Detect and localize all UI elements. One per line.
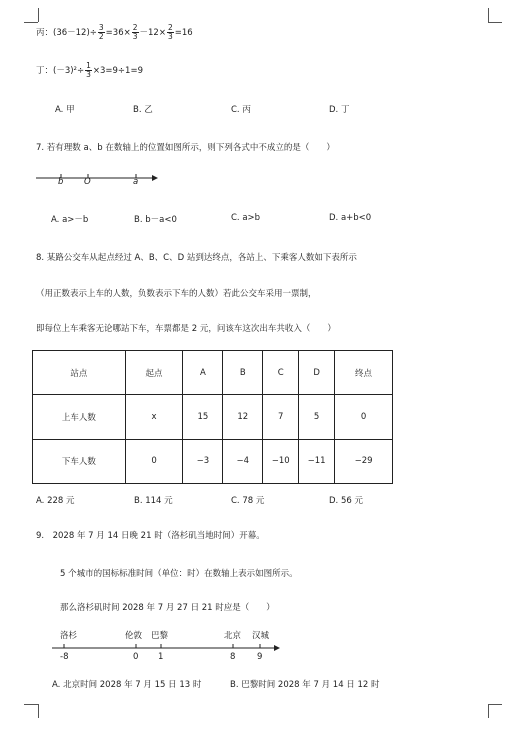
table-cell: 12: [223, 395, 263, 439]
table-cell: 站点: [33, 351, 126, 395]
city-name-london: 伦敦: [125, 631, 143, 641]
q7-number-line: [36, 170, 161, 192]
q7-option-d: D. a+b<0: [329, 213, 372, 223]
crop-mark-bottom-right-v: [488, 704, 489, 718]
table-cell: −10: [263, 439, 299, 483]
fraction-1: $\frac{3}{2}$: [98, 23, 104, 41]
city-name-la: 洛杉: [60, 631, 78, 641]
table-cell: −29: [335, 439, 393, 483]
city-value-london: 0: [133, 652, 139, 662]
q8-line-2: （用正数表示上车的人数，负数表示下车的人数）若此公交车采用一票制，: [36, 289, 317, 299]
city-name-beijing: 北京: [224, 631, 242, 641]
city-value-seoul: 9: [257, 652, 263, 662]
crop-mark-bottom-right-h: [488, 704, 502, 705]
table-cell: x: [125, 395, 183, 439]
q6-option-d: D. 丁: [329, 105, 350, 115]
solution-line-bing: [36, 24, 193, 41]
crop-mark-bottom-left-h: [24, 704, 38, 705]
table-cell: −11: [299, 439, 335, 483]
q6-option-b: B. 乙: [133, 105, 153, 115]
crop-mark-top-left-h: [24, 22, 38, 23]
table-cell: −4: [223, 439, 263, 483]
crop-mark-bottom-left-v: [38, 704, 39, 718]
table-cell: 15: [183, 395, 223, 439]
fraction-4: $\frac{1}{3}$: [86, 61, 91, 79]
q9-line-2: 5 个城市的国标标准时间（单位：时）在数轴上表示如图所示。: [60, 569, 298, 579]
table-cell: C: [263, 351, 299, 395]
table-cell: 下车人数: [33, 439, 126, 483]
q7-option-c: C. a>b: [231, 213, 261, 223]
table-row: [33, 439, 393, 483]
q7-axis-label-origin: O: [84, 177, 91, 187]
fraction-2: $\frac{2}{3}$: [132, 23, 138, 41]
passenger-table: [32, 350, 393, 484]
q8-option-c: C. 78 元: [231, 496, 265, 506]
bing-tail: =16: [174, 28, 193, 38]
q9-line-3: 那么洛杉矶时间 2028 年 7 月 27 日 21 时应是（ ）: [60, 603, 275, 613]
q7-axis-label-b: b: [58, 177, 64, 187]
solution-line-ding: [36, 62, 143, 79]
city-name-paris: 巴黎: [151, 631, 169, 641]
table-cell: 7: [263, 395, 299, 439]
q8-option-b: B. 114 元: [134, 496, 173, 506]
q8-option-a: A. 228 元: [36, 496, 75, 506]
q8-option-d: D. 56 元: [329, 496, 363, 506]
city-value-la: -8: [60, 652, 69, 662]
table-cell: B: [223, 351, 263, 395]
table-cell: 终点: [335, 351, 393, 395]
table-header-row: [33, 351, 393, 395]
ding-prefix: 丁：(－3)²÷: [36, 66, 85, 76]
q6-option-a: A. 甲: [55, 105, 75, 115]
q7-stem: 7. 若有理数 a、b 在数轴上的位置如图所示，则下列各式中不成立的是（ ）: [36, 143, 335, 153]
q7-option-a: A. a>－b: [51, 215, 89, 225]
crop-mark-top-right-h: [488, 22, 502, 23]
crop-mark-top-right-v: [488, 8, 489, 22]
bing-prefix: 丙：(36－12)÷: [36, 28, 97, 38]
table-cell: −3: [183, 439, 223, 483]
ding-tail: ×3=9÷1=9: [92, 66, 143, 76]
fraction-3: $\frac{2}{3}$: [167, 23, 173, 41]
q8-line-3: 即每位上车乘客无论哪站下车，车票都是 2 元，问该车这次出车共收入（ ）: [36, 324, 336, 334]
city-value-beijing: 8: [230, 652, 236, 662]
table-cell: 0: [335, 395, 393, 439]
q7-option-b: B. b－a<0: [134, 215, 177, 225]
q9-number-line: [52, 642, 282, 654]
table-row: [33, 395, 393, 439]
q9-option-b: B. 巴黎时间 2028 年 7 月 14 日 12 时: [230, 680, 380, 690]
table-cell: A: [183, 351, 223, 395]
q9-line-1: 9. 2028 年 7 月 14 日晚 21 时（洛杉矶当地时间）开幕。: [36, 531, 265, 541]
table-cell: 起点: [125, 351, 183, 395]
table-cell: 0: [125, 439, 183, 483]
table-cell: D: [299, 351, 335, 395]
q8-line-1: 8. 某路公交车从起点经过 A、B、C、D 站到达终点，各站上、下乘客人数如下表所示: [36, 253, 357, 263]
crop-mark-top-left-v: [38, 8, 39, 22]
bing-mid1: =36×: [105, 28, 131, 38]
table-cell: 上车人数: [33, 395, 126, 439]
bing-mid2: －12×: [139, 28, 166, 38]
city-value-paris: 1: [158, 652, 164, 662]
city-name-seoul: 汉城: [252, 631, 270, 641]
q9-option-a: A. 北京时间 2028 年 7 月 15 日 13 时: [52, 680, 202, 690]
q6-option-c: C. 丙: [231, 105, 251, 115]
table-cell: 5: [299, 395, 335, 439]
q7-axis-label-a: a: [133, 177, 139, 187]
